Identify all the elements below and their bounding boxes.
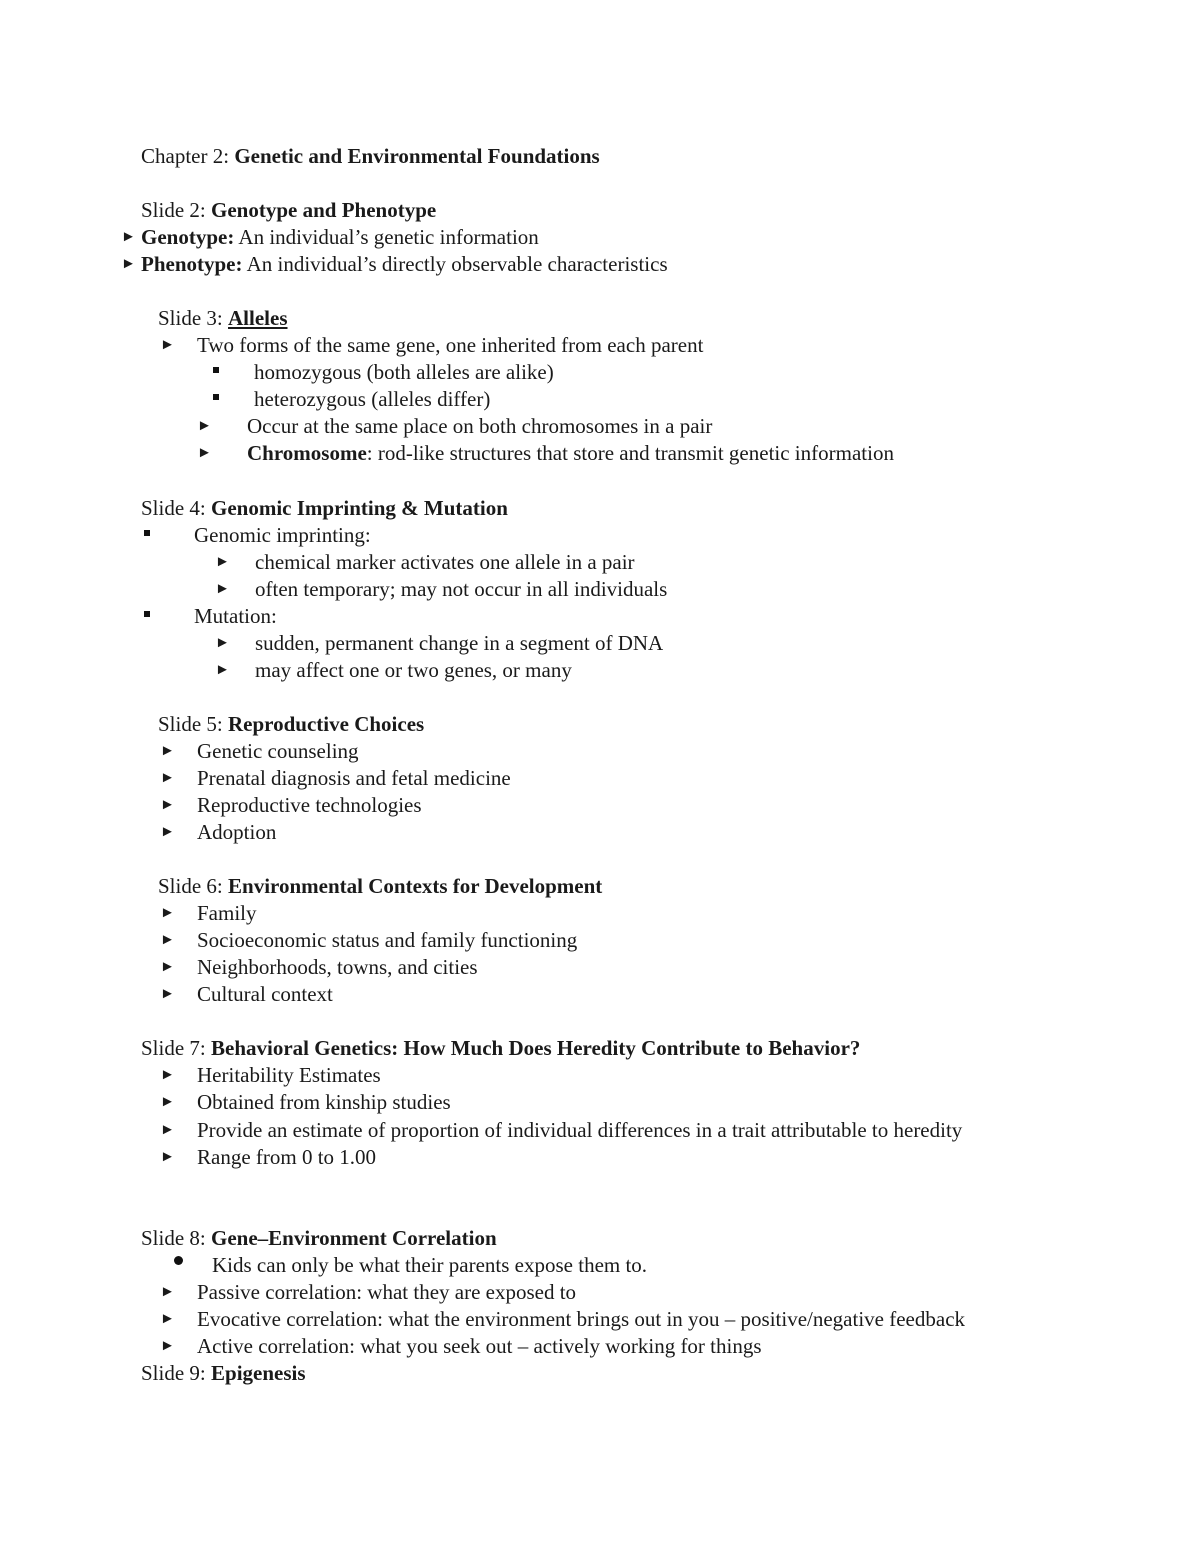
list-item bbox=[247, 440, 894, 466]
slide-4-title: Genomic Imprinting & Mutation bbox=[211, 496, 508, 520]
arrow-bullet-icon: ► bbox=[160, 770, 175, 786]
slide-9-heading bbox=[141, 1360, 306, 1386]
arrow-bullet-icon: ► bbox=[215, 554, 230, 570]
list-item: Evocative correlation: what the environment brings out in you – positive/negative feedback bbox=[197, 1307, 966, 1331]
definition: An individual’s genetic information bbox=[234, 225, 539, 249]
list-item: Two forms of the same gene, one inherited from each parent bbox=[197, 333, 704, 357]
slide-7-title: Behavioral Genetics: How Much Does Heredity Contribute to Behavior? bbox=[211, 1036, 861, 1060]
slide-6-prefix: Slide 6: bbox=[158, 874, 229, 898]
slide-9-prefix: Slide 9: bbox=[141, 1361, 212, 1385]
list-item: Active correlation: what you seek out – actively working for things bbox=[197, 1334, 762, 1358]
arrow-bullet-icon: ► bbox=[160, 905, 175, 921]
arrow-bullet-icon: ► bbox=[121, 229, 136, 245]
list-item: may affect one or two genes, or many bbox=[255, 658, 572, 682]
definition: : rod-like structures that store and transmit genetic information bbox=[366, 441, 894, 465]
list-item: Socioeconomic status and family functioning bbox=[197, 928, 578, 952]
list-item: Cultural context bbox=[197, 982, 333, 1006]
dot-bullet-icon bbox=[174, 1256, 183, 1265]
list-item: chemical marker activates one allele in a pair bbox=[255, 550, 635, 574]
slide-8-prefix: Slide 8: bbox=[141, 1226, 212, 1250]
list-item: Mutation: bbox=[194, 604, 277, 628]
list-item bbox=[141, 251, 668, 277]
slide-5-title: Reproductive Choices bbox=[228, 712, 425, 736]
slide-2-heading bbox=[141, 197, 436, 223]
arrow-bullet-icon: ► bbox=[197, 445, 212, 461]
arrow-bullet-icon: ► bbox=[160, 1149, 175, 1165]
square-bullet-icon bbox=[213, 367, 219, 373]
chapter-prefix: Chapter 2: bbox=[141, 144, 235, 168]
slide-9-title: Epigenesis bbox=[211, 1361, 306, 1385]
definition: An individual’s directly observable characteristics bbox=[242, 252, 668, 276]
list-item: Heritability Estimates bbox=[197, 1063, 381, 1087]
arrow-bullet-icon: ► bbox=[160, 1122, 175, 1138]
list-item: Occur at the same place on both chromosomes in a pair bbox=[247, 414, 713, 438]
slide-5-heading bbox=[158, 711, 424, 737]
slide-2-title: Genotype and Phenotype bbox=[211, 198, 437, 222]
arrow-bullet-icon: ► bbox=[160, 932, 175, 948]
chapter-title: Genetic and Environmental Foundations bbox=[234, 144, 600, 168]
list-item: Family bbox=[197, 901, 257, 925]
term: Phenotype: bbox=[141, 252, 243, 276]
list-item: Prenatal diagnosis and fetal medicine bbox=[197, 766, 511, 790]
list-item: Range from 0 to 1.00 bbox=[197, 1145, 377, 1169]
slide-4-heading bbox=[141, 495, 508, 521]
slide-3-heading bbox=[158, 305, 288, 331]
arrow-bullet-icon: ► bbox=[215, 662, 230, 678]
list-item: Obtained from kinship studies bbox=[197, 1090, 451, 1114]
arrow-bullet-icon: ► bbox=[160, 959, 175, 975]
square-bullet-icon bbox=[144, 611, 150, 617]
arrow-bullet-icon: ► bbox=[197, 418, 212, 434]
arrow-bullet-icon: ► bbox=[160, 337, 175, 353]
arrow-bullet-icon: ► bbox=[121, 256, 136, 272]
slide-6-heading bbox=[158, 873, 602, 899]
list-item: homozygous (both alleles are alike) bbox=[254, 360, 554, 384]
slide-4-prefix: Slide 4: bbox=[141, 496, 212, 520]
arrow-bullet-icon: ► bbox=[160, 1311, 175, 1327]
list-item: Neighborhoods, towns, and cities bbox=[197, 955, 478, 979]
slide-8-heading bbox=[141, 1225, 497, 1251]
chapter-heading bbox=[141, 143, 600, 169]
slide-3-title: Alleles bbox=[228, 306, 288, 330]
list-item: Provide an estimate of proportion of individual differences in a trait attributable to heredity bbox=[197, 1118, 963, 1142]
list-item: Genetic counseling bbox=[197, 739, 359, 763]
slide-6-title: Environmental Contexts for Development bbox=[228, 874, 603, 898]
term: Genotype: bbox=[141, 225, 235, 249]
slide-5-prefix: Slide 5: bbox=[158, 712, 229, 736]
slide-3-prefix: Slide 3: bbox=[158, 306, 229, 330]
slide-7-heading bbox=[141, 1035, 860, 1061]
list-item: sudden, permanent change in a segment of DNA bbox=[255, 631, 664, 655]
list-item: Kids can only be what their parents expose them to. bbox=[212, 1253, 648, 1277]
arrow-bullet-icon: ► bbox=[160, 1284, 175, 1300]
arrow-bullet-icon: ► bbox=[160, 743, 175, 759]
list-item: Reproductive technologies bbox=[197, 793, 422, 817]
arrow-bullet-icon: ► bbox=[160, 986, 175, 1002]
term: Chromosome bbox=[247, 441, 367, 465]
list-item bbox=[141, 224, 539, 250]
arrow-bullet-icon: ► bbox=[160, 1338, 175, 1354]
list-item: Genomic imprinting: bbox=[194, 523, 371, 547]
slide-7-prefix: Slide 7: bbox=[141, 1036, 212, 1060]
list-item: heterozygous (alleles differ) bbox=[254, 387, 491, 411]
arrow-bullet-icon: ► bbox=[160, 1067, 175, 1083]
slide-2-prefix: Slide 2: bbox=[141, 198, 212, 222]
list-item: Adoption bbox=[197, 820, 277, 844]
arrow-bullet-icon: ► bbox=[160, 797, 175, 813]
list-item: Passive correlation: what they are exposed to bbox=[197, 1280, 577, 1304]
list-item: often temporary; may not occur in all individuals bbox=[255, 577, 668, 601]
arrow-bullet-icon: ► bbox=[160, 1094, 175, 1110]
arrow-bullet-icon: ► bbox=[215, 581, 230, 597]
arrow-bullet-icon: ► bbox=[215, 635, 230, 651]
arrow-bullet-icon: ► bbox=[160, 824, 175, 840]
slide-8-title: Gene–Environment Correlation bbox=[211, 1226, 497, 1250]
square-bullet-icon bbox=[213, 394, 219, 400]
square-bullet-icon bbox=[144, 530, 150, 536]
